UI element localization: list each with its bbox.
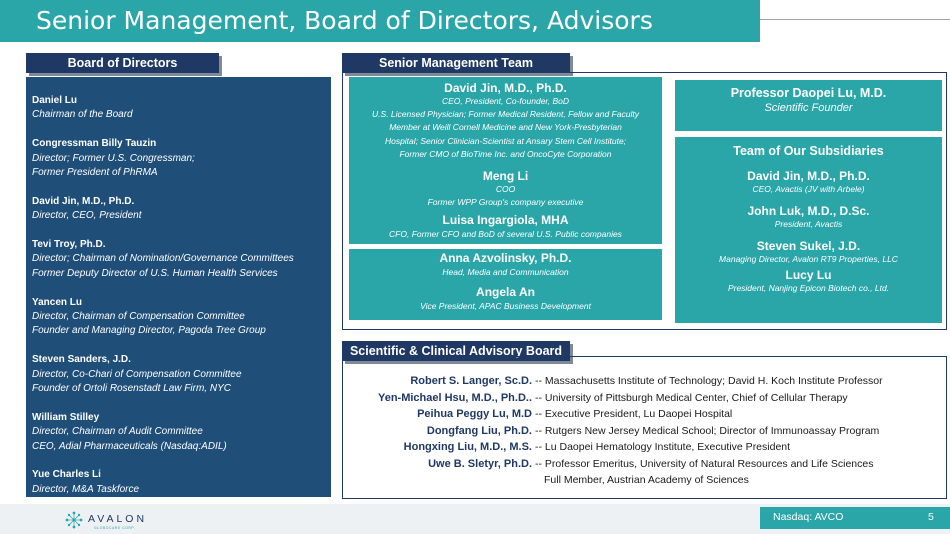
advisor-affiliations <box>535 373 883 489</box>
vp-name: Angela An <box>476 285 535 299</box>
subsidiaries-title: Team of Our Subsidiaries <box>733 144 884 158</box>
coo-background: Former WPP Group's company executive <box>427 197 584 207</box>
board-member-role: CEO, Adial Pharmaceuticals (Nasdaq:ADIL) <box>32 440 227 452</box>
board-member-name: Yancen Lu <box>32 296 83 308</box>
board-member <box>32 353 331 396</box>
ceo-card <box>349 77 662 167</box>
cfo-card <box>349 209 662 244</box>
advisor-affiliation: -- Massachusetts Institute of Technology; David H. Koch Institute Professor <box>535 375 883 387</box>
board-section-label: Board of Directors <box>26 53 219 73</box>
board-member-role: Former Deputy Director of U.S. Human Health Services <box>32 267 278 279</box>
board-member <box>32 411 331 454</box>
ceo-bio-line: Member at Weill Cornell Medicine and New York-Presbyterian <box>389 122 622 133</box>
media-head-card <box>349 249 662 283</box>
subsidiary-person-name: John Luk, M.D., D.Sc. <box>747 204 870 218</box>
media-head-role: Head, Media and Communication <box>442 267 569 277</box>
board-member <box>32 468 331 497</box>
board-member-name: Tevi Troy, Ph.D. <box>32 239 106 251</box>
board-member-role: Founder and Managing Director, Pagoda Tree Group <box>32 325 266 337</box>
subsidiary-person-role: President, Avactis <box>774 219 843 229</box>
subsidiary-person-name: David Jin, M.D., Ph.D. <box>747 169 870 183</box>
vp-role: Vice President, APAC Business Development <box>420 301 591 311</box>
advisor-affiliation: -- Lu Daopei Hematology Institute, Executive President <box>535 441 791 453</box>
board-panel <box>26 77 331 497</box>
board-member <box>32 296 331 339</box>
subsidiary-person-name: Lucy Lu <box>785 268 832 282</box>
advisor-name: Hongxing Liu, M.D., M.S. <box>403 441 532 453</box>
page-number: 5 <box>928 511 934 523</box>
board-member-name: Congressman Billy Tauzin <box>32 138 157 150</box>
cfo-name: Luisa Ingargiola, MHA <box>442 213 569 227</box>
board-member <box>32 238 331 281</box>
ceo-name: David Jin, M.D., Ph.D. <box>444 81 567 95</box>
founder-name: Professor Daopei Lu, M.D. <box>730 86 887 100</box>
board-member <box>32 195 331 224</box>
vp-card <box>349 283 662 320</box>
board-member-role: Former President of PhRMA <box>32 167 158 179</box>
page-title: Senior Management, Board of Directors, Advisors <box>36 6 653 35</box>
subsidiary-person-role: President, Nanjing Epicon Biotech co., Ltd. <box>727 283 890 293</box>
founder-card <box>675 80 942 131</box>
board-member <box>32 137 331 180</box>
coo-name: Meng Li <box>482 169 529 183</box>
board-member-role: Founder of Ortoli Rosenstadt Law Firm, NYC <box>32 383 231 395</box>
advisor-name: Uwe B. Sletyr, Ph.D. <box>428 457 532 470</box>
board-member-name: William Stilley <box>32 411 100 423</box>
board-member-role: Director; Chairman of Nomination/Governance Committees <box>32 253 294 265</box>
ceo-bio-line: U.S. Licensed Physician; Former Medical Resident, Fellow and Faculty <box>372 109 639 120</box>
board-member-name: David Jin, M.D., Ph.D. <box>32 195 135 207</box>
board-member <box>32 94 331 123</box>
advisor-affiliation: -- Professor Emeritus, University of Natural Resources and Life Sciences <box>535 457 874 470</box>
media-head-name: Anna Azvolinsky, Ph.D. <box>439 251 572 265</box>
header-rule <box>760 19 950 20</box>
logo-wordmark: AVALON <box>88 513 148 525</box>
advisor-affiliation: Full Member, Austrian Academy of Sciences <box>544 474 749 486</box>
board-member-role: Director, Chairman of Audit Committee <box>32 426 203 438</box>
board-member-name: Yue Charles Li <box>32 469 101 481</box>
board-member-role: Director; Former U.S. Congressman; <box>32 152 195 164</box>
subsidiary-person-role: Managing Director, Avalon RT9 Properties, LLC <box>719 254 898 264</box>
ticker-label: Nasdaq: AVCO <box>773 511 844 523</box>
subsidiary-person-role: CEO, Avactis (JV with Arbele) <box>752 184 865 194</box>
board-member-name: Steven Sanders, J.D. <box>32 354 131 366</box>
advisor-affiliation: -- Rutgers New Jersey Medical School; Director of Immunoassay Program <box>535 424 880 437</box>
advisor-name: Yen-Michael Hsu, M.D., Ph.D.. <box>377 391 532 404</box>
board-member-role: Director, Chairman of Compensation Committee <box>32 311 245 323</box>
coo-title: COO <box>495 184 516 194</box>
advisor-names <box>378 373 532 472</box>
avalon-logo-icon <box>64 510 84 530</box>
advisor-name: Dongfang Liu, Ph.D. <box>426 424 532 437</box>
advisor-affiliation: -- Executive President, Lu Daopei Hospital <box>535 408 733 420</box>
board-member-name: Daniel Lu <box>32 95 78 106</box>
cfo-role: CFO, Former CFO and BoD of several U.S. Public companies <box>389 229 622 239</box>
subsidiaries-card <box>675 137 942 323</box>
ceo-bio-line: Former CMO of BioTime Inc. and OncoCyte Corporation <box>399 148 612 159</box>
subsidiary-person-name: Steven Sukel, J.D. <box>756 239 861 253</box>
founder-role: Scientific Founder <box>764 102 853 114</box>
logo-subtext: GLOBOCARE CORP. <box>94 526 136 530</box>
ceo-bio-line: CEO, President, Co-founder, BoD <box>441 96 570 106</box>
board-member-role: Director, CEO, President <box>32 210 142 222</box>
advisor-name: Robert S. Langer, Sc.D. <box>410 375 532 387</box>
coo-card <box>349 167 662 209</box>
management-section-label: Senior Management Team <box>342 53 570 73</box>
ceo-bio-line: Hospital; Senior Clinician-Scientist at Ansary Stem Cell Institute; <box>384 135 627 146</box>
advisor-affiliation: -- University of Pittsburgh Medical Center, Chief of Cellular Therapy <box>535 391 848 404</box>
advisor-name: Peihua Peggy Lu, M.D <box>417 408 532 420</box>
board-member-role: Director, Co-Chari of Compensation Committee <box>32 368 242 380</box>
advisory-section-label: Scientific & Clinical Advisory Board <box>342 341 570 361</box>
board-member-role: Director, M&A Taskforce <box>32 483 140 495</box>
board-member-role: Chairman of the Board <box>32 109 133 121</box>
